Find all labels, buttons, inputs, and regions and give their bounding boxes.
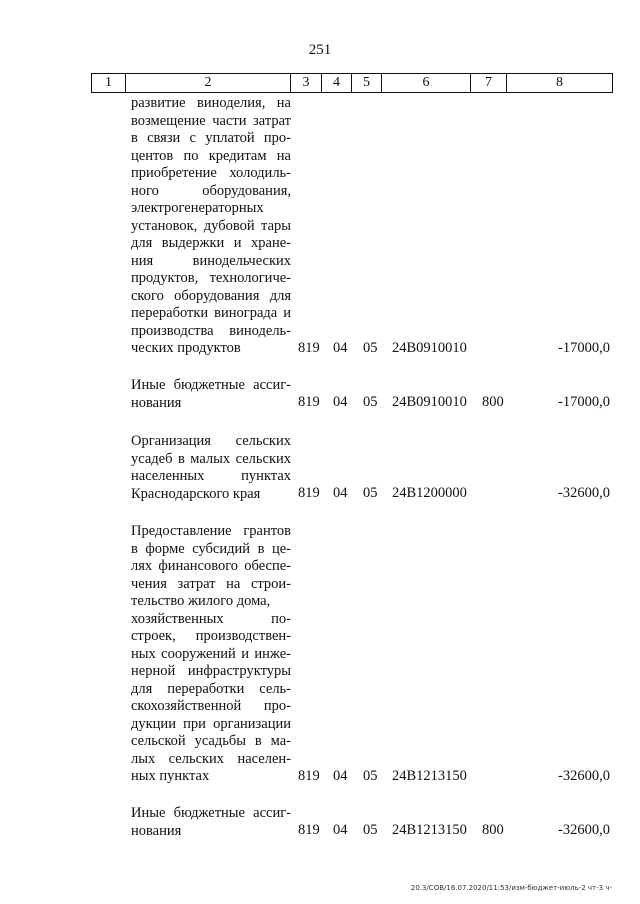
header-col-2: 2 bbox=[126, 74, 291, 92]
description-line: центов по кредитам на bbox=[131, 147, 291, 164]
cell-target-article: 24В1213150 bbox=[392, 822, 467, 838]
cell-section: 04 bbox=[333, 822, 348, 838]
row-description bbox=[131, 523, 291, 786]
cell-section: 04 bbox=[333, 340, 348, 356]
description-line: лях финансового обеспе- bbox=[131, 558, 291, 574]
description-line: Иные бюджетные ассиг- bbox=[131, 377, 291, 393]
cell-target-article: 24В1213150 bbox=[392, 768, 467, 784]
cell-target-article: 24В0910010 bbox=[392, 394, 467, 410]
description-line: для выдержки и хране- bbox=[131, 235, 291, 251]
cell-amount: -32600,0 bbox=[558, 768, 610, 784]
description-line: в связи с уплатой про- bbox=[131, 130, 291, 146]
cell-target-article: 24В1200000 bbox=[392, 485, 467, 501]
cell-subsection: 05 bbox=[363, 340, 378, 356]
cell-subsection: 05 bbox=[363, 768, 378, 784]
description-line: населенных пунктах bbox=[131, 468, 291, 484]
description-line: Краснодарского края bbox=[131, 485, 261, 502]
cell-subsection: 05 bbox=[363, 394, 378, 410]
description-line: тельство жилого дома, bbox=[131, 593, 271, 609]
row-description bbox=[131, 95, 291, 358]
cell-target-article: 24В0910010 bbox=[392, 340, 467, 356]
description-line: возмещение части затрат bbox=[131, 112, 291, 129]
description-line: для переработки сель- bbox=[131, 680, 291, 697]
description-line: дукции при организации bbox=[131, 715, 291, 732]
header-col-8: 8 bbox=[556, 75, 563, 90]
page-number: 251 bbox=[308, 42, 332, 58]
cell-section: 04 bbox=[333, 485, 348, 501]
description-line: Предоставление грантов bbox=[131, 523, 291, 539]
cell-amount: -32600,0 bbox=[558, 485, 610, 501]
description-line: ных сооружений и инже- bbox=[131, 645, 291, 662]
cell-section: 04 bbox=[333, 768, 348, 784]
cell-subsection: 05 bbox=[363, 485, 378, 501]
description-line: строек, производствен- bbox=[131, 628, 291, 644]
description-line: лых сельских населен- bbox=[131, 750, 291, 767]
document-footer: 20.3/СОВ/16.07.2020/11:53/изм-бюджет-июль-2 чт-3 ч- bbox=[410, 884, 612, 892]
description-line: производства винодель- bbox=[131, 322, 291, 339]
description-line: ния винодельческих bbox=[131, 252, 291, 269]
cell-ministry: 819 bbox=[298, 485, 320, 501]
description-line: ного оборудования, bbox=[131, 182, 291, 199]
description-line: нерной инфраструктуры bbox=[131, 663, 291, 679]
row-description bbox=[131, 433, 291, 503]
description-line: переработки винограда и bbox=[131, 305, 291, 321]
description-line: приобретение холодиль- bbox=[131, 165, 291, 181]
table-header-row bbox=[91, 73, 613, 93]
description-line: нования bbox=[131, 822, 182, 839]
header-col-6: 6 bbox=[382, 74, 471, 92]
cell-subsection: 05 bbox=[363, 822, 378, 838]
cell-amount: -32600,0 bbox=[558, 822, 610, 838]
cell-section: 04 bbox=[333, 394, 348, 410]
description-line: продуктов, технологиче- bbox=[131, 270, 291, 286]
header-col-5: 5 bbox=[352, 74, 382, 92]
cell-ministry: 819 bbox=[298, 340, 320, 356]
cell-expense-type: 800 bbox=[482, 394, 504, 410]
description-line: ского оборудования для bbox=[131, 287, 291, 304]
description-line: развитие виноделия, на bbox=[131, 95, 291, 111]
description-line: хозяйственных по- bbox=[131, 610, 291, 627]
cell-ministry: 819 bbox=[298, 768, 320, 784]
cell-amount: -17000,0 bbox=[558, 340, 610, 356]
row-description bbox=[131, 805, 291, 840]
cell-expense-type: 800 bbox=[482, 822, 504, 838]
description-line: ческих продуктов bbox=[131, 340, 241, 356]
description-line: скохозяйственной про- bbox=[131, 698, 291, 714]
cell-ministry: 819 bbox=[298, 822, 320, 838]
description-line: Организация сельских bbox=[131, 433, 291, 449]
header-col-4: 4 bbox=[322, 74, 352, 92]
description-line: чения затрат на строи- bbox=[131, 575, 291, 592]
cell-ministry: 819 bbox=[298, 394, 320, 410]
row-description bbox=[131, 377, 291, 412]
description-line: электрогенераторных bbox=[131, 200, 264, 216]
description-line: ных пунктах bbox=[131, 768, 210, 784]
description-line: в форме субсидий в це- bbox=[131, 540, 291, 557]
description-line: нования bbox=[131, 394, 182, 411]
description-line: усадеб в малых сельских bbox=[131, 450, 291, 467]
header-col-3: 3 bbox=[291, 74, 322, 92]
header-col-7: 7 bbox=[471, 74, 507, 92]
description-line: сельской усадьбы в ма- bbox=[131, 733, 291, 749]
description-line: установок, дубовой тары bbox=[131, 217, 291, 234]
cell-amount: -17000,0 bbox=[558, 394, 610, 410]
description-line: Иные бюджетные ассиг- bbox=[131, 805, 291, 821]
header-col-1: 1 bbox=[92, 74, 126, 92]
